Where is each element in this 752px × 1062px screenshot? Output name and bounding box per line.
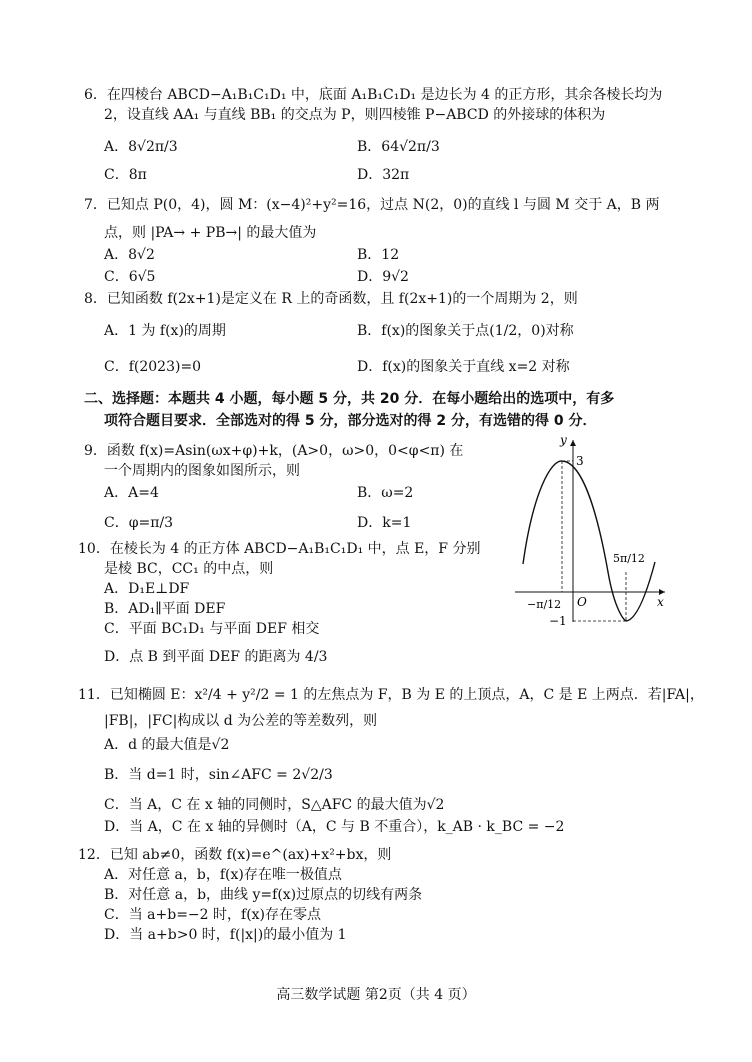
sine-curve (523, 461, 655, 621)
q11-option-d: D．当 A，C 在 x 轴的异侧时（A，C 与 B 不重合），k_AB · k_BC = −2 (104, 819, 565, 835)
q8-stem-line1: 8．已知函数 f(2x+1)是定义在 R 上的奇函数，且 f(2x+1)的一个周期为 2，则 (84, 291, 578, 307)
q9-option-a: A．A=4 (104, 485, 159, 501)
q9-stem-line1: 9．函数 f(x)=Asin(ωx+φ)+k，(A>0，ω>0，0<φ<π) 在 (84, 443, 464, 459)
pos-tick-label: 5π/12 (613, 552, 645, 565)
q10-option-d: D．点 B 到平面 DEF 的距离为 4/3 (104, 649, 328, 665)
q7-option-c: C．6√5 (104, 269, 156, 285)
q11-stem-line1: 11．已知椭圆 E：x²/4 + y²/2 = 1 的左焦点为 F，B 为 E 的上顶点，A，C 是 E 上两点．若|FA|， (78, 687, 704, 703)
q6-option-a: A．8√2π/3 (104, 139, 178, 155)
q10-stem-line2: 是棱 BC，CC₁ 的中点，则 (104, 561, 274, 577)
q7-option-a: A．8√2 (104, 247, 155, 263)
y-axis-label: y (560, 433, 567, 447)
q8-option-d: D．f(x)的图象关于直线 x=2 对称 (357, 359, 570, 375)
q8-option-b: B．f(x)的图象关于点(1/2，0)对称 (357, 323, 574, 339)
section2-header-line2: 项符合题目要求．全部选对的得 5 分，部分选对的得 2 分，有选错的得 0 分． (104, 413, 597, 429)
q7-stem-line2: 点，则 |PA→ + PB→| 的最大值为 (104, 225, 317, 241)
q10-stem-line1: 10．在棱长为 4 的正方体 ABCD−A₁B₁C₁D₁ 中，点 E，F 分别 (78, 541, 481, 557)
x-axis-label: x (657, 595, 664, 609)
min-value-label: −1 (549, 614, 567, 628)
neg-tick-label: −π/12 (527, 598, 562, 611)
q9-option-c: C．φ=π/3 (104, 515, 174, 531)
q7-option-d: D．9√2 (357, 269, 409, 285)
q10-option-a: A．D₁E⊥DF (104, 581, 190, 597)
page-footer: 高三数学试题 第2页（共 4 页） (276, 987, 476, 1003)
q11-option-b: B．当 d=1 时，sin∠AFC = 2√2/3 (104, 767, 333, 783)
q8-option-c: C．f(2023)=0 (104, 359, 202, 375)
y-axis-arrow-icon (570, 440, 576, 446)
q12-option-d: D．当 a+b>0 时，f(|x|)的最小值为 1 (104, 927, 347, 943)
q9-sine-graph (505, 432, 675, 632)
q6-stem-line1: 6．在四棱台 ABCD−A₁B₁C₁D₁ 中，底面 A₁B₁C₁D₁ 是边长为 4 的正方形，其余各棱长均为 (84, 87, 663, 103)
q11-option-c: C．当 A，C 在 x 轴的同侧时，S△AFC 的最大值为√2 (104, 797, 445, 813)
q8-option-a: A．1 为 f(x)的周期 (104, 323, 226, 339)
q12-option-b: B．对任意 a，b，曲线 y=f(x)过原点的切线有两条 (104, 887, 423, 903)
q11-stem-line2: |FB|，|FC|构成以 d 为公差的等差数列，则 (104, 713, 378, 729)
q9-option-d: D．k=1 (357, 515, 412, 531)
q7-stem-line1: 7．已知点 P(0，4)，圆 M：(x−4)²+y²=16，过点 N(2，0)的直线 l 与圆 M 交于 A，B 两 (84, 197, 660, 213)
q7-option-b: B．12 (357, 247, 400, 263)
q6-stem-line2: 2，设直线 AA₁ 与直线 BB₁ 的交点为 P，则四棱锥 P−ABCD 的外接球的体积为 (104, 107, 606, 123)
q10-option-b: B．AD₁∥平面 DEF (104, 601, 226, 617)
q6-option-b: B．64√2π/3 (357, 139, 440, 155)
q12-option-c: C．当 a+b=−2 时，f(x)存在零点 (104, 907, 322, 923)
q10-option-c: C．平面 BC₁D₁ 与平面 DEF 相交 (104, 621, 320, 637)
q9-stem-line2: 一个周期内的图象如图所示，则 (104, 463, 300, 479)
q11-option-a: A．d 的最大值是√2 (104, 737, 230, 753)
origin-label: O (577, 595, 587, 609)
q6-option-d: D．32π (357, 167, 410, 183)
q9-option-b: B．ω=2 (357, 485, 414, 501)
section2-header-line1: 二、选择题：本题共 4 小题，每小题 5 分，共 20 分．在每小题给出的选项中，有多 (84, 391, 615, 407)
q12-stem-line1: 12．已知 ab≠0，函数 f(x)=e^(ax)+x²+bx，则 (78, 847, 392, 863)
q12-option-a: A．对任意 a，b，f(x)存在唯一极值点 (104, 867, 342, 883)
q6-option-c: C．8π (104, 167, 147, 183)
max-value-label: 3 (576, 454, 584, 468)
